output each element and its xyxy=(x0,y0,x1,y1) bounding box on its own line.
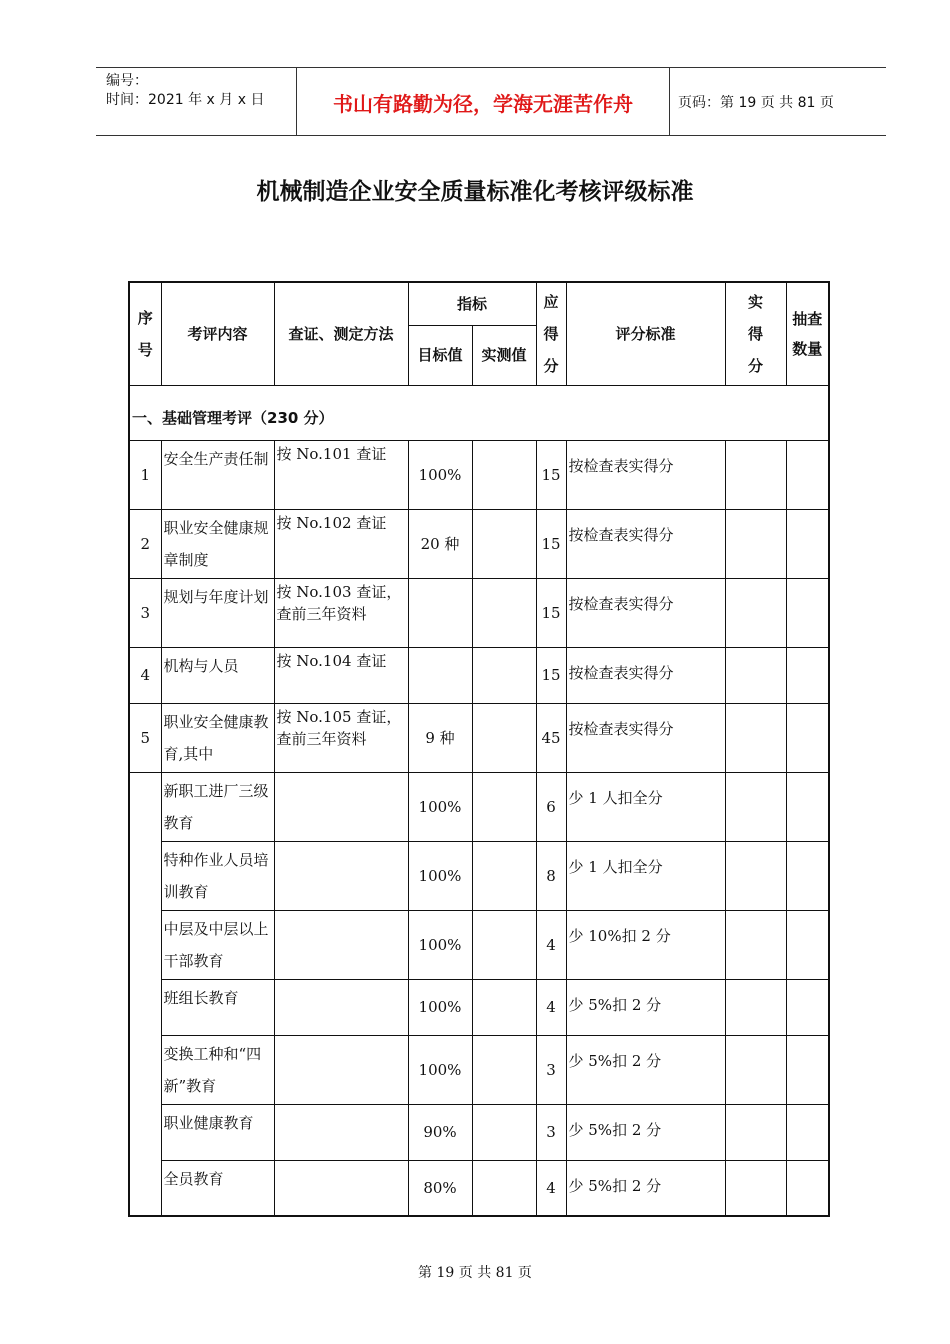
cell-sample-qty xyxy=(786,1160,829,1216)
cell-method: 按 No.105 查证，查前三年资料 xyxy=(274,703,408,772)
table-row xyxy=(129,910,829,979)
section-title: 一、基础管理考评（230 分） xyxy=(129,385,829,440)
cell-actual-score xyxy=(725,979,786,1035)
cell-measured xyxy=(472,647,536,703)
cell-score: 6 xyxy=(536,772,566,841)
cell-actual-score xyxy=(725,509,786,578)
cell-target: 80% xyxy=(408,1160,472,1216)
header-target: 目标值 xyxy=(408,325,472,385)
cell-sample-qty xyxy=(786,578,829,647)
cell-seq xyxy=(129,772,161,1216)
header-measured: 实测值 xyxy=(472,325,536,385)
header-actual-score: 实得分 xyxy=(725,282,786,385)
cell-sample-qty xyxy=(786,1035,829,1104)
cell-method xyxy=(274,1104,408,1160)
table-row xyxy=(129,509,829,578)
cell-criteria: 按检查表实得分 xyxy=(566,703,725,772)
header-method: 查证、测定方法 xyxy=(274,282,408,385)
cell-actual-score xyxy=(725,772,786,841)
cell-method: 按 No.102 查证 xyxy=(274,509,408,578)
cell-method: 按 No.101 查证 xyxy=(274,440,408,509)
cell-seq: 5 xyxy=(129,703,161,772)
header-sample-qty: 抽查数量 xyxy=(786,282,829,385)
cell-target xyxy=(408,647,472,703)
document-number-label: 编号： xyxy=(106,73,148,89)
cell-sample-qty xyxy=(786,841,829,910)
cell-criteria: 少 5%扣 2 分 xyxy=(566,1104,725,1160)
cell-measured xyxy=(472,772,536,841)
cell-content: 职业安全健康规章制度 xyxy=(161,509,274,578)
cell-sample-qty xyxy=(786,772,829,841)
cell-measured xyxy=(472,703,536,772)
table-row xyxy=(129,1160,829,1216)
cell-target: 100% xyxy=(408,841,472,910)
cell-content: 机构与人员 xyxy=(161,647,274,703)
cell-score: 15 xyxy=(536,440,566,509)
cell-content: 中层及中层以上干部教育 xyxy=(161,910,274,979)
cell-measured xyxy=(472,979,536,1035)
cell-score: 8 xyxy=(536,841,566,910)
cell-sample-qty xyxy=(786,703,829,772)
cell-sample-qty xyxy=(786,647,829,703)
cell-score: 4 xyxy=(536,1160,566,1216)
document-time-label: 时间：2021 年 x 月 x 日 xyxy=(106,92,265,108)
cell-content: 班组长教育 xyxy=(161,979,274,1035)
cell-target: 100% xyxy=(408,772,472,841)
header-should-score: 应得分 xyxy=(536,282,566,385)
document-title: 机械制造企业安全质量标准化考核评级标准 xyxy=(256,179,694,205)
cell-score: 15 xyxy=(536,509,566,578)
table-header-row xyxy=(129,282,829,325)
cell-criteria: 少 1 人扣全分 xyxy=(566,841,725,910)
cell-method: 按 No.104 查证 xyxy=(274,647,408,703)
cell-method xyxy=(274,772,408,841)
cell-actual-score xyxy=(725,841,786,910)
cell-sample-qty xyxy=(786,910,829,979)
cell-method: 按 No.103 查证，查前三年资料 xyxy=(274,578,408,647)
cell-criteria: 按检查表实得分 xyxy=(566,647,725,703)
cell-content: 特种作业人员培训教育 xyxy=(161,841,274,910)
cell-content: 新职工进厂三级教育 xyxy=(161,772,274,841)
table-row xyxy=(129,703,829,772)
cell-seq: 1 xyxy=(129,440,161,509)
section-row xyxy=(129,385,829,440)
table-row xyxy=(129,647,829,703)
cell-score: 4 xyxy=(536,910,566,979)
cell-measured xyxy=(472,1160,536,1216)
table-row xyxy=(129,578,829,647)
cell-content: 变换工种和“四新”教育 xyxy=(161,1035,274,1104)
table-row xyxy=(129,1104,829,1160)
cell-target: 100% xyxy=(408,979,472,1035)
cell-actual-score xyxy=(725,1104,786,1160)
table-row xyxy=(129,979,829,1035)
cell-actual-score xyxy=(725,440,786,509)
cell-measured xyxy=(472,841,536,910)
assessment-table xyxy=(128,281,830,1217)
cell-seq: 2 xyxy=(129,509,161,578)
header-divider xyxy=(669,68,670,135)
cell-measured xyxy=(472,910,536,979)
cell-content: 安全生产责任制 xyxy=(161,440,274,509)
cell-content: 职业安全健康教育,其中 xyxy=(161,703,274,772)
cell-score: 15 xyxy=(536,578,566,647)
cell-content: 规划与年度计划 xyxy=(161,578,274,647)
table-row xyxy=(129,1035,829,1104)
cell-score: 45 xyxy=(536,703,566,772)
cell-sample-qty xyxy=(786,979,829,1035)
cell-actual-score xyxy=(725,578,786,647)
cell-target: 90% xyxy=(408,1104,472,1160)
cell-target: 100% xyxy=(408,1035,472,1104)
cell-criteria: 按检查表实得分 xyxy=(566,440,725,509)
cell-criteria: 按检查表实得分 xyxy=(566,509,725,578)
cell-measured xyxy=(472,509,536,578)
cell-criteria: 少 5%扣 2 分 xyxy=(566,1160,725,1216)
header-divider xyxy=(296,68,297,135)
header-page-number: 页码：第 19 页 共 81 页 xyxy=(678,95,834,111)
cell-actual-score xyxy=(725,703,786,772)
cell-target: 100% xyxy=(408,440,472,509)
header-content: 考评内容 xyxy=(161,282,274,385)
cell-method xyxy=(274,841,408,910)
page-footer: 第 19 页 共 81 页 xyxy=(418,1265,532,1281)
cell-method xyxy=(274,1160,408,1216)
cell-measured xyxy=(472,1104,536,1160)
cell-sample-qty xyxy=(786,509,829,578)
cell-measured xyxy=(472,578,536,647)
cell-sample-qty xyxy=(786,440,829,509)
cell-actual-score xyxy=(725,647,786,703)
header-seq: 序号 xyxy=(129,282,161,385)
cell-target xyxy=(408,578,472,647)
cell-criteria: 少 1 人扣全分 xyxy=(566,772,725,841)
header-indicator: 指标 xyxy=(408,282,536,325)
cell-criteria: 按检查表实得分 xyxy=(566,578,725,647)
cell-measured xyxy=(472,440,536,509)
cell-measured xyxy=(472,1035,536,1104)
header-criteria: 评分标准 xyxy=(566,282,725,385)
cell-actual-score xyxy=(725,910,786,979)
cell-method xyxy=(274,910,408,979)
table-row xyxy=(129,841,829,910)
cell-seq: 3 xyxy=(129,578,161,647)
cell-target: 9 种 xyxy=(408,703,472,772)
page-header xyxy=(96,67,886,136)
table-row xyxy=(129,772,829,841)
cell-score: 3 xyxy=(536,1104,566,1160)
cell-content: 全员教育 xyxy=(161,1160,274,1216)
cell-score: 15 xyxy=(536,647,566,703)
cell-criteria: 少 5%扣 2 分 xyxy=(566,1035,725,1104)
cell-content: 职业健康教育 xyxy=(161,1104,274,1160)
cell-criteria: 少 10%扣 2 分 xyxy=(566,910,725,979)
cell-score: 4 xyxy=(536,979,566,1035)
cell-method xyxy=(274,1035,408,1104)
cell-criteria: 少 5%扣 2 分 xyxy=(566,979,725,1035)
cell-seq: 4 xyxy=(129,647,161,703)
cell-target: 100% xyxy=(408,910,472,979)
cell-sample-qty xyxy=(786,1104,829,1160)
cell-method xyxy=(274,979,408,1035)
cell-target: 20 种 xyxy=(408,509,472,578)
cell-score: 3 xyxy=(536,1035,566,1104)
cell-actual-score xyxy=(725,1160,786,1216)
table-row xyxy=(129,440,829,509)
cell-actual-score xyxy=(725,1035,786,1104)
header-motto: 书山有路勤为径，学海无涯苦作舟 xyxy=(333,92,633,116)
